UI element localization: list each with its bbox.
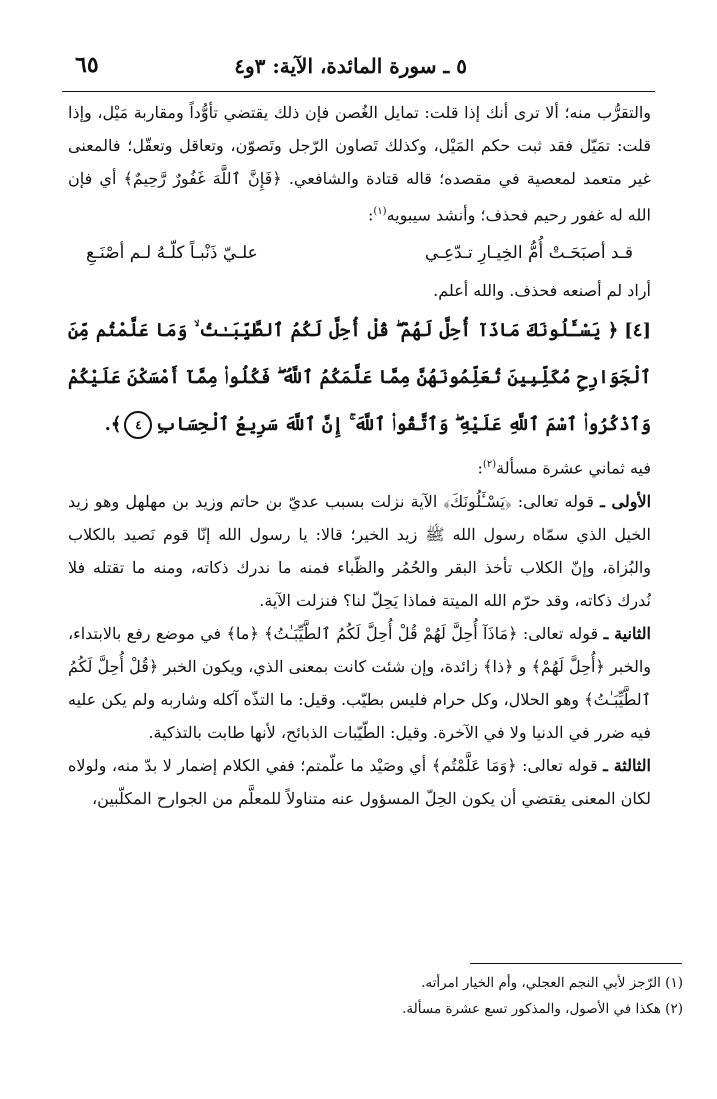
verse-hemistich-right: قـد أصبَحَـتْ أُمُّ الخِيـارِ تـدّعِـي	[424, 243, 633, 264]
section-third-label: الثالثة ـ	[603, 755, 651, 775]
page-body	[68, 96, 651, 815]
paragraph-intro-end: :	[368, 205, 374, 225]
ayah-end-marker: ٤	[124, 411, 152, 439]
section-first	[68, 485, 651, 617]
section-second-label: الثانية ـ	[603, 623, 652, 643]
page-header	[75, 50, 642, 88]
page-number: ٦٥	[75, 52, 99, 78]
section-first-text: قوله تعالى: ﴿يَسْـَٔلُونَكَ﴾ الآية نزلت بسبب عديّ بن حاتم وزيد بن مهلهل وهو زيد الخيل الذي سمّاه رسول الله ﷺ زيد الخير؛ قالا: يا رسول الله إنّا قوم نَصيد بالكلاب والبُزاة، وإنّ الكلاب تأخذ البقر والحُمُر والظّباء فمنه ما ندرك ذكاته، ومنه ما تقتله فلا نُدرك ذكاته، وقد حرّم الله الميتة فماذا يَحِلّ لنا؟ فنزلت الآية.	[68, 491, 651, 610]
issues-count-end: :	[477, 458, 483, 478]
header-divider	[62, 91, 655, 92]
paragraph-intro-text: والتقرُّب منه؛ ألا ترى أنك إذا قلت: تمايل الغُصن فإن ذلك يقتضي تأوُّداً ومقاربة مَيْل، وإذا قلت: تمَيّل فقد ثبت حكم المَيْل، وكذلك تَصاون الرّجل وتَصوّن، وتعاقل وتعقّل؛ فالمعنى غير متعمد لمعصية في مقصده؛ قاله قتادة والشافعي. ﴿فَإِنَّ ٱللَّهَ غَفُورٌ رَّحِيمٌ﴾ أي فإن الله له غفور رحيم فحذف؛ وأنشد سيبويه	[68, 103, 651, 225]
running-title: ٥ ـ سورة المائدة، الآية: ٣و٤	[234, 54, 467, 78]
footnotes	[70, 970, 683, 1022]
section-first-label: الأولى ـ	[600, 491, 652, 511]
section-third-text: قوله تعالى: ﴿وَمَا عَلَّمْتُم﴾ أي وصَيْد ما علّمتم؛ ففي الكلام إضمار لا بدّ منه، ولولاه لكان المعنى يقتضي أن يكون الحِلّ المسؤول عنه متناولاً للمعلَّم من الجوارح المكلّبين،	[68, 755, 651, 808]
verse-hemistich-left: علـيّ ذَنْبـاً كلّـهُ لـم أصْنَـعِ	[86, 243, 258, 264]
quran-text: ﴿ يَسْـَٔلُونَكَ مَاذَآ أُحِلَّ لَهُمْ ۖ قُلْ أُحِلَّ لَكُمُ ٱلطَّيِّبَـٰتُ ۙ وَمَا عَلَّمْتُم مِّنَ ٱلْجَوَارِحِ مُكَلِّبِينَ تُعَلِّمُونَهُنَّ مِمَّا عَلَّمَكُمُ ٱللَّهُ ۖ فَكُلُوا۟ مِمَّآ أَمْسَكْنَ عَلَيْكُمْ وَٱذْكُرُوا۟ ٱسْمَ ٱللَّهِ عَلَيْهِ ۖ وَٱتَّقُوا۟ ٱللَّهَ ۚ إِنَّ ٱللَّهَ سَرِيعُ ٱلْحِسَابِ	[68, 320, 651, 436]
quran-verse	[68, 307, 651, 448]
paragraph-verse-note: أراد لم أصنعه فحذف. والله أعلم.	[433, 281, 651, 301]
paragraph-issues-count	[68, 448, 651, 484]
footnote-divider	[470, 963, 682, 964]
quran-close: ﴾.	[104, 414, 122, 436]
paragraph-intro	[68, 96, 651, 231]
verse-number: [٤]	[624, 320, 651, 342]
section-second	[68, 617, 651, 749]
footnote-ref-2: (٢)	[482, 459, 497, 471]
footnote-2: (٢) هكذا في الأصول، والمذكور تسع عشرة مسألة.	[402, 1001, 683, 1017]
poetry-verse	[86, 237, 633, 270]
section-second-text: قوله تعالى: ﴿مَاذَآ أُحِلَّ لَهُمْ قُلْ أُحِلَّ لَكُمُ ٱلطَّيِّبَـٰتُ﴾ ﴿ما﴾ في موضع رفع بالابتداء، والخبر ﴿أُحِلَّ لَهُمْ﴾ و ﴿ذا﴾ زائدة، وإن شئت كانت بمعنى الذي، ويكون الخبر ﴿قُلْ أُحِلَّ لَكُمُ ٱلطَّيِّبَـٰتُ﴾ وهو الحلال، وكل حرام فليس بطيّب. وقيل: ما التذّه آكله وشاربه ولم يكن عليه فيه ضرر في الدنيا ولا في الآخرة. وقيل: الطّيّبات الذبائح، لأنها طابت بالتذكية.	[68, 623, 652, 742]
section-third	[68, 749, 651, 815]
issues-count-text: فيه ثماني عشرة مسألة	[496, 458, 651, 478]
footnote-1: (١) الرّجز لأبي النجم العجلي، وأم الخيار امرأته.	[421, 975, 683, 991]
footnote-ref-1: (١)	[373, 206, 387, 217]
